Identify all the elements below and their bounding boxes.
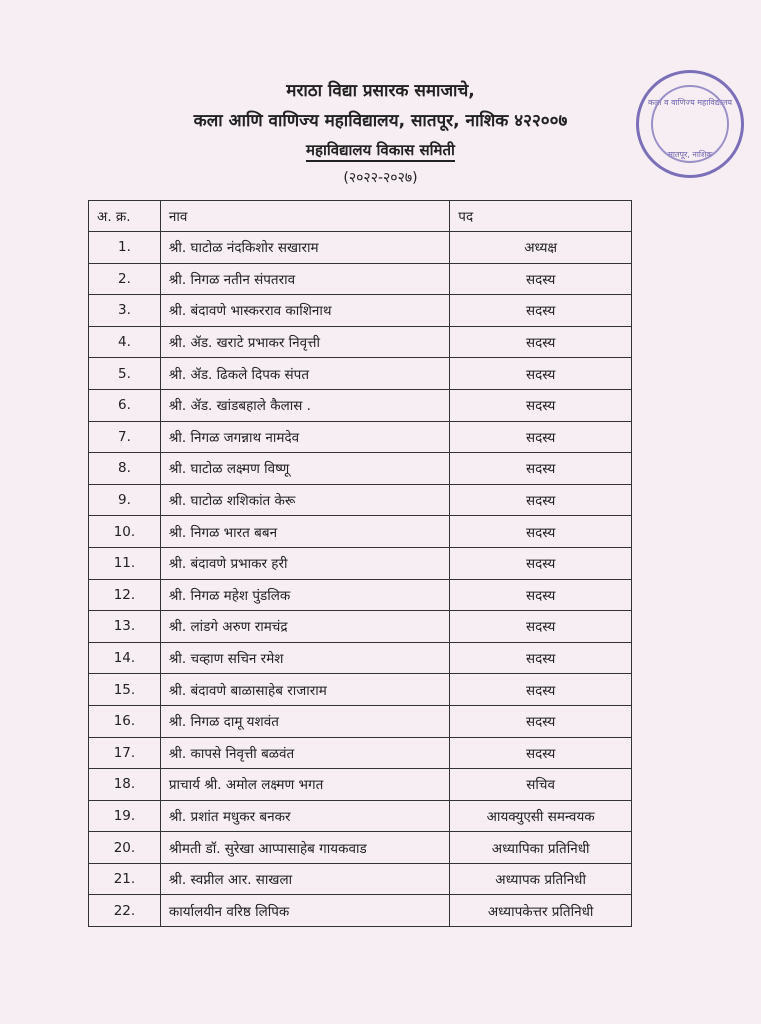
name-cell: श्री. ॲड. ढिकले दिपक संपत (160, 358, 449, 390)
post-cell: अध्यक्ष (450, 232, 632, 264)
post-cell: सदस्य (450, 611, 632, 643)
table-row (89, 263, 632, 295)
name-cell: कार्यालयीन वरिष्ठ लिपिक (160, 895, 449, 927)
name-cell: श्री. घाटोळ लक्ष्मण विष्णू (160, 453, 449, 485)
table-row (89, 832, 632, 864)
table-row (89, 863, 632, 895)
serial-cell: 6. (89, 389, 161, 421)
table-row (89, 895, 632, 927)
post-cell: सदस्य (450, 263, 632, 295)
serial-cell: 14. (89, 642, 161, 674)
name-cell: श्री. निगळ भारत बबन (160, 516, 449, 548)
post-cell: सदस्य (450, 326, 632, 358)
post-cell: सदस्य (450, 453, 632, 485)
serial-cell: 20. (89, 832, 161, 864)
serial-cell: 8. (89, 453, 161, 485)
seal-text-bottom: सातपूर, नाशिक (667, 150, 713, 159)
name-cell: श्री. घाटोळ नंदकिशोर सखाराम (160, 232, 449, 264)
table-row (89, 358, 632, 390)
table-row (89, 484, 632, 516)
table-row (89, 705, 632, 737)
table-header-row (89, 201, 632, 232)
table-row (89, 326, 632, 358)
post-cell: सदस्य (450, 516, 632, 548)
serial-cell: 19. (89, 800, 161, 832)
serial-cell: 13. (89, 611, 161, 643)
name-cell: श्री. लांडगे अरुण रामचंद्र (160, 611, 449, 643)
serial-cell: 9. (89, 484, 161, 516)
column-header-post: पद (450, 201, 632, 232)
college-seal-stamp (636, 70, 744, 178)
post-cell: सचिव (450, 769, 632, 801)
name-cell: श्री. निगळ दामू यशवंत (160, 705, 449, 737)
name-cell: श्रीमती डॉ. सुरेखा आप्पासाहेब गायकवाड (160, 832, 449, 864)
college-title: कला आणि वाणिज्य महाविद्यालय, सातपूर, नाशिक ४२२००७ (193, 111, 568, 131)
name-cell: श्री. बंदावणे प्रभाकर हरी (160, 547, 449, 579)
serial-cell: 7. (89, 421, 161, 453)
name-cell: प्राचार्य श्री. अमोल लक्ष्मण भगत (160, 769, 449, 801)
column-header-serial: अ. क्र. (89, 201, 161, 232)
institution-society-title: मराठा विद्या प्रसारक समाजाचे, (286, 81, 475, 101)
serial-cell: 12. (89, 579, 161, 611)
post-cell: अध्यापकेत्तर प्रतिनिधी (450, 895, 632, 927)
name-cell: श्री. बंदावणे बाळासाहेब राजाराम (160, 674, 449, 706)
name-cell: श्री. ॲड. खराटे प्रभाकर निवृत्ती (160, 326, 449, 358)
serial-cell: 17. (89, 737, 161, 769)
post-cell: सदस्य (450, 547, 632, 579)
serial-cell: 18. (89, 769, 161, 801)
seal-text-top: कला व वाणिज्य महाविद्यालय (647, 98, 733, 107)
table-row (89, 516, 632, 548)
serial-cell: 15. (89, 674, 161, 706)
table-row (89, 453, 632, 485)
table-row (89, 232, 632, 264)
serial-cell: 3. (89, 295, 161, 327)
committee-period: (२०२२-२०२७) (343, 170, 418, 186)
name-cell: श्री. निगळ महेश पुंडलिक (160, 579, 449, 611)
serial-cell: 11. (89, 547, 161, 579)
name-cell: श्री. चव्हाण सचिन रमेश (160, 642, 449, 674)
post-cell: आयक्युएसी समन्वयक (450, 800, 632, 832)
table-row (89, 421, 632, 453)
serial-cell: 1. (89, 232, 161, 264)
table-row (89, 674, 632, 706)
column-header-name: नाव (160, 201, 449, 232)
serial-cell: 5. (89, 358, 161, 390)
post-cell: सदस्य (450, 358, 632, 390)
name-cell: श्री. ॲड. खांडबहाले कैलास . (160, 389, 449, 421)
name-cell: श्री. निगळ जगन्नाथ नामदेव (160, 421, 449, 453)
name-cell: श्री. प्रशांत मधुकर बनकर (160, 800, 449, 832)
table-row (89, 295, 632, 327)
serial-cell: 21. (89, 863, 161, 895)
table-row (89, 769, 632, 801)
post-cell: सदस्य (450, 737, 632, 769)
post-cell: सदस्य (450, 421, 632, 453)
committee-members-table (88, 200, 632, 927)
name-cell: श्री. स्वप्नील आर. साखला (160, 863, 449, 895)
serial-cell: 2. (89, 263, 161, 295)
table-row (89, 579, 632, 611)
table-row (89, 737, 632, 769)
table-row (89, 800, 632, 832)
serial-cell: 16. (89, 705, 161, 737)
post-cell: सदस्य (450, 389, 632, 421)
post-cell: सदस्य (450, 705, 632, 737)
name-cell: श्री. निगळ नतीन संपतराव (160, 263, 449, 295)
name-cell: श्री. बंदावणे भास्करराव काशिनाथ (160, 295, 449, 327)
table-row (89, 389, 632, 421)
post-cell: सदस्य (450, 674, 632, 706)
table-row (89, 642, 632, 674)
committee-title-text: महाविद्यालय विकास समिती (306, 141, 455, 162)
post-cell: सदस्य (450, 295, 632, 327)
serial-cell: 4. (89, 326, 161, 358)
table-row (89, 611, 632, 643)
post-cell: सदस्य (450, 579, 632, 611)
post-cell: सदस्य (450, 484, 632, 516)
serial-cell: 10. (89, 516, 161, 548)
name-cell: श्री. कापसे निवृत्ती बळवंत (160, 737, 449, 769)
serial-cell: 22. (89, 895, 161, 927)
table-body (89, 232, 632, 927)
post-cell: अध्यापक प्रतिनिधी (450, 863, 632, 895)
name-cell: श्री. घाटोळ शशिकांत केरू (160, 484, 449, 516)
post-cell: अध्यापिका प्रतिनिधी (450, 832, 632, 864)
post-cell: सदस्य (450, 642, 632, 674)
table-row (89, 547, 632, 579)
